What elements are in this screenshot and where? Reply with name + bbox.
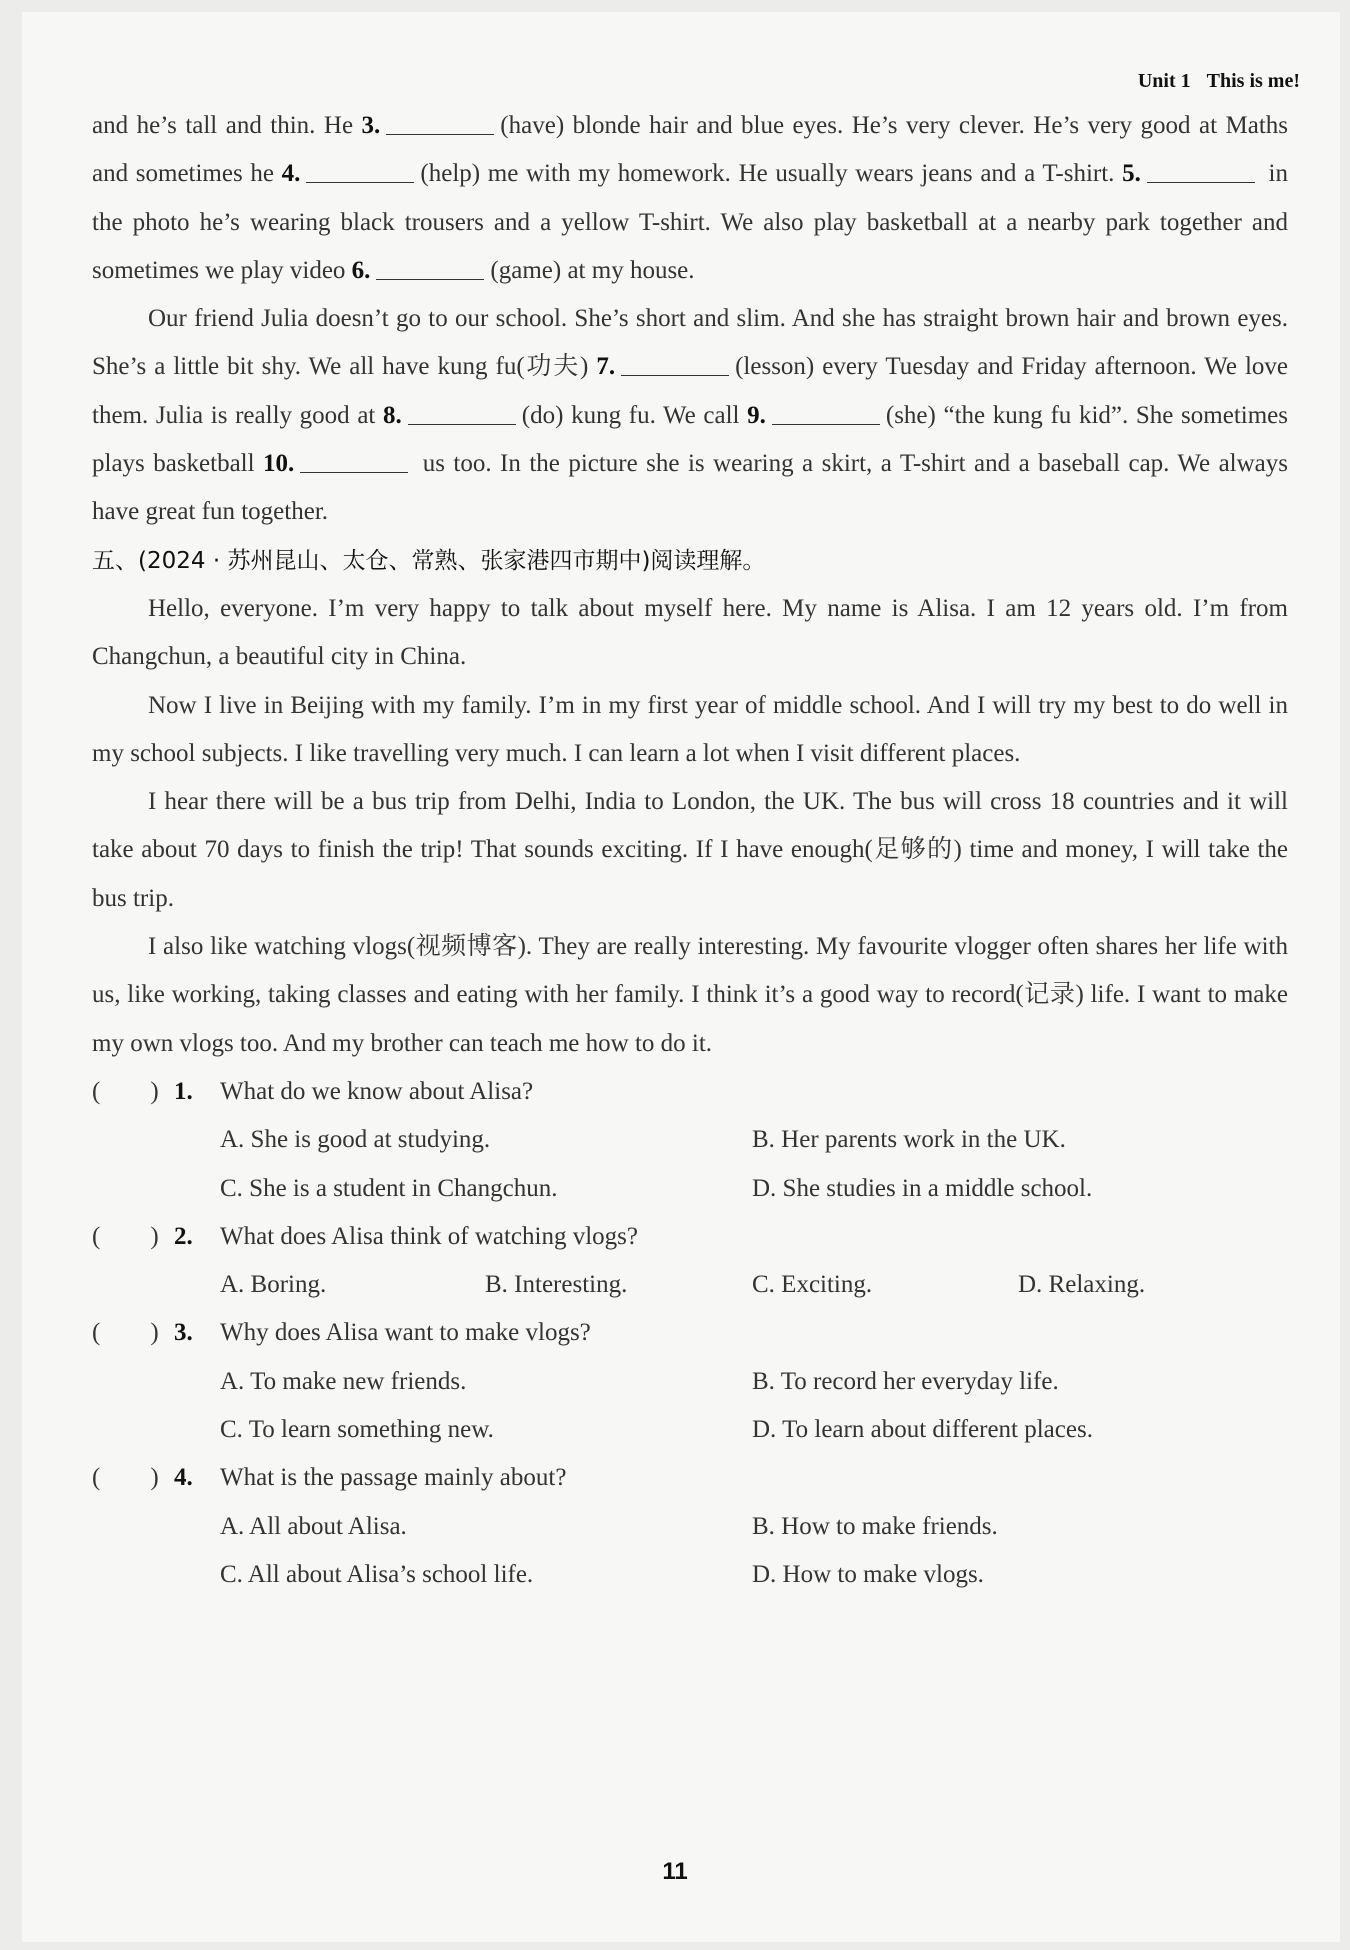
option-d[interactable]: D. She studies in a middle school. xyxy=(752,1174,1093,1202)
option-d[interactable]: D. Relaxing. xyxy=(1018,1271,1146,1299)
section-heading: 五、(2024 · 苏州昆山、太仓、常熟、张家港四市期中)阅读理解。 xyxy=(92,547,766,574)
answer-blank[interactable] xyxy=(376,255,484,280)
option-b[interactable]: B. Interesting. xyxy=(485,1271,628,1299)
question-number: 7. xyxy=(596,353,616,381)
question-number: 2. xyxy=(174,1222,193,1250)
answer-blank[interactable] xyxy=(621,351,729,376)
option-d[interactable]: D. How to make vlogs. xyxy=(752,1560,984,1588)
option-c[interactable]: C. To learn something new. xyxy=(220,1416,494,1444)
options-row xyxy=(92,1406,1288,1454)
options-row xyxy=(92,1503,1288,1551)
answer-blank[interactable] xyxy=(300,448,408,473)
options-row xyxy=(92,1358,1288,1406)
answer-paren[interactable]: ( ) xyxy=(92,1222,159,1250)
question-text: What do we know about Alisa? xyxy=(220,1077,534,1105)
unit-title: This is me! xyxy=(1206,70,1300,92)
unit-label: Unit 1 xyxy=(1137,70,1191,92)
option-c[interactable]: C. She is a student in Changchun. xyxy=(220,1174,558,1202)
option-b[interactable]: B. Her parents work in the UK. xyxy=(752,1126,1066,1154)
options-row xyxy=(92,1261,1288,1309)
question-number: 9. xyxy=(747,401,766,429)
answer-blank[interactable] xyxy=(408,400,516,425)
question-number: 8. xyxy=(383,401,402,429)
option-a[interactable]: A. All about Alisa. xyxy=(220,1512,407,1540)
passage1-paragraph1: and he’s tall and thin. He 3. (have) blonde hair and blue eyes. He’s very clever. He’s very good at Maths and sometimes he 4. (help) me with my homework. He usually wears jeans and a T-shirt. 5. in the photo he’s wearing black trousers and a yellow T-shirt. We also play basketball at a nearby park together and sometimes we play video 6. (game) at my house. xyxy=(92,112,1288,284)
passage2-paragraph2: Now I live in Beijing with my family. I’m in my first year of middle school. And I will try my best to do well in my school subjects. I like travelling very much. I can learn a lot when I visit different places. xyxy=(92,691,1288,767)
answer-blank[interactable] xyxy=(772,400,880,425)
page-content xyxy=(92,102,1288,1599)
question-number: 6. xyxy=(351,256,371,284)
options-row xyxy=(92,1116,1288,1164)
question-number: 10. xyxy=(263,450,295,478)
question-text: What is the passage mainly about? xyxy=(220,1464,567,1492)
question-1 xyxy=(92,1068,1288,1116)
question-number: 3. xyxy=(361,112,381,139)
page-number: 11 xyxy=(662,1858,688,1885)
answer-paren[interactable]: ( ) xyxy=(92,1464,159,1492)
option-b[interactable]: B. How to make friends. xyxy=(752,1512,998,1540)
option-c[interactable]: C. Exciting. xyxy=(752,1271,873,1299)
answer-paren[interactable]: ( ) xyxy=(92,1319,159,1347)
answer-paren[interactable]: ( ) xyxy=(92,1077,159,1105)
options-row xyxy=(92,1551,1288,1599)
option-a[interactable]: A. She is good at studying. xyxy=(220,1126,491,1154)
passage1-paragraph2: Our friend Julia doesn’t go to our school. She’s short and slim. And she has straight brown hair and brown eyes. She’s a little bit shy. We all have kung fu(功夫) 7. (lesson) every Tuesday and Friday afternoon. We love them. Julia is really good at 8. (do) kung fu. We call 9. (she) “the kung fu kid”. She sometimes plays basketball 10. us too. In the picture she is wearing a skirt, a T-shirt and a baseball cap. We always have great fun together. xyxy=(92,305,1288,526)
question-number: 5. xyxy=(1122,160,1141,188)
question-number: 1. xyxy=(174,1077,193,1105)
option-a[interactable]: A. Boring. xyxy=(220,1271,327,1299)
question-2 xyxy=(92,1213,1288,1261)
answer-blank[interactable] xyxy=(386,110,494,135)
question-4 xyxy=(92,1454,1288,1502)
passage2-paragraph4: I also like watching vlogs(视频博客). They are really interesting. My favourite vlogger often shares her life with us, like working, taking classes and eating with her family. I think it’s a good way to record(记录) life. I want to make my own vlogs too. And my brother can teach me how to do it. xyxy=(92,933,1288,1057)
option-c[interactable]: C. All about Alisa’s school life. xyxy=(220,1560,534,1588)
passage2-paragraph1: Hello, everyone. I’m very happy to talk about myself here. My name is Alisa. I am 12 years old. I’m from Changchun, a beautiful city in China. xyxy=(92,594,1288,671)
question-text: Why does Alisa want to make vlogs? xyxy=(220,1319,591,1347)
options-row xyxy=(92,1165,1288,1213)
passage2-paragraph3: I hear there will be a bus trip from Delhi, India to London, the UK. The bus will cross 18 countries and it will take about 70 days to finish the trip! That sounds exciting. If I have enough(足够的) time and money, I will take the bus trip. xyxy=(92,788,1288,912)
question-number: 4. xyxy=(281,160,301,188)
question-text: What does Alisa think of watching vlogs? xyxy=(220,1222,638,1250)
question-number: 4. xyxy=(174,1464,193,1492)
question-3 xyxy=(92,1309,1288,1357)
page-header xyxy=(1138,70,1300,93)
option-d[interactable]: D. To learn about different places. xyxy=(752,1416,1093,1444)
option-b[interactable]: B. To record her everyday life. xyxy=(752,1367,1059,1395)
answer-blank[interactable] xyxy=(306,158,414,183)
option-a[interactable]: A. To make new friends. xyxy=(220,1367,467,1395)
answer-blank[interactable] xyxy=(1147,158,1255,183)
question-number: 3. xyxy=(174,1319,193,1347)
